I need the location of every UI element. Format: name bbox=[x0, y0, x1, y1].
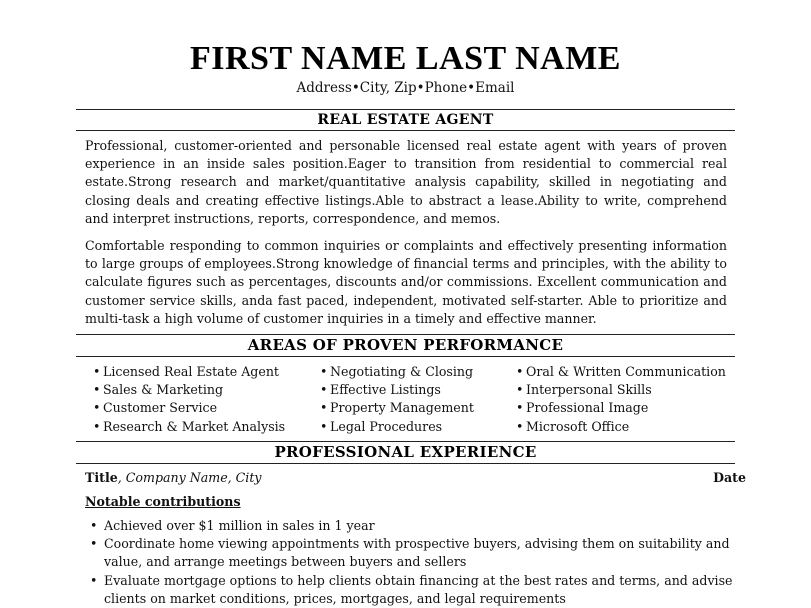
skill-item: • Oral & Written Communication bbox=[516, 364, 726, 379]
skill-item: • Negotiating & Closing bbox=[320, 364, 474, 379]
skill-item: • Microsoft Office bbox=[516, 418, 630, 434]
divider-summary bbox=[76, 130, 735, 131]
skill-item: • Research & Market Analysis bbox=[93, 418, 286, 434]
section-heading-experience: PROFESSIONAL EXPERIENCE bbox=[274, 443, 537, 461]
section-heading-skills: AREAS OF PROVEN PERFORMANCE bbox=[247, 336, 564, 354]
skills-column-2 bbox=[320, 363, 474, 436]
candidate-name: FIRST NAME LAST NAME bbox=[190, 40, 621, 77]
contribution-item: • Coordinate home viewing appointments with prospective buyers, advising them on suitability and value, and arrange meetings between buyers and sellers bbox=[90, 536, 730, 570]
skill-item: • Interpersonal Skills bbox=[516, 382, 652, 398]
job-title: Title bbox=[85, 470, 118, 485]
contact-line: Address•City, Zip•Phone•Email bbox=[296, 80, 515, 96]
skill-item: • Professional Image bbox=[516, 400, 649, 416]
divider-top bbox=[76, 109, 735, 110]
skills-column-1 bbox=[93, 363, 285, 436]
job-date: Date bbox=[713, 470, 746, 485]
summary-paragraph-1: Professional, customer-oriented and personable licensed real estate agent with years of proven experience in an inside sales position.Eager to transition from residential to commercial real estate.Strong research and market/quantitative analysis capability, skilled in negotiating and closing deals and creating effective listings.Able to abstract a lease.Ability to write, comprehend and interpret instructions, reports, correspondence, and memos. bbox=[85, 138, 727, 226]
skill-item: • Customer Service bbox=[93, 400, 218, 416]
summary-paragraph-2: Comfortable responding to common inquiries or complaints and effectively presenting information to large groups of employees.Strong knowledge of financial terms and principles, with the ability to calculate figures such as percentages, discounts and/or commissions. Excellent communication and customer service skills, anda fast paced, independent, motivated self-starter. Able to prioritize and multi-task a high volume of customer inquiries in a timely and effective manner. bbox=[85, 238, 727, 326]
contribution-item: • Achieved over $1 million in sales in 1 year bbox=[90, 518, 375, 533]
divider-experience bbox=[76, 463, 735, 464]
skill-item: • Effective Listings bbox=[320, 382, 441, 398]
skill-item: • Sales & Marketing bbox=[93, 382, 224, 398]
divider-experience-top bbox=[76, 441, 735, 442]
job-title-line bbox=[85, 470, 262, 485]
divider-skills-top bbox=[76, 334, 735, 335]
contribution-item: • Evaluate mortgage options to help clients obtain financing at the best rates and terms, and advise clients on market conditions, prices, mortgages, and legal requirements bbox=[90, 572, 733, 606]
section-heading-summary: REAL ESTATE AGENT bbox=[317, 112, 494, 128]
job-company: , Company Name, City bbox=[117, 470, 262, 485]
skill-item: • Legal Procedures bbox=[320, 418, 443, 434]
contributions-list bbox=[90, 517, 740, 608]
skills-column-3 bbox=[516, 363, 726, 436]
skill-item: • Licensed Real Estate Agent bbox=[93, 364, 279, 379]
skill-item: • Property Management bbox=[320, 400, 474, 416]
notable-contributions-heading: Notable contributions bbox=[85, 494, 241, 509]
divider-skills bbox=[76, 356, 735, 357]
